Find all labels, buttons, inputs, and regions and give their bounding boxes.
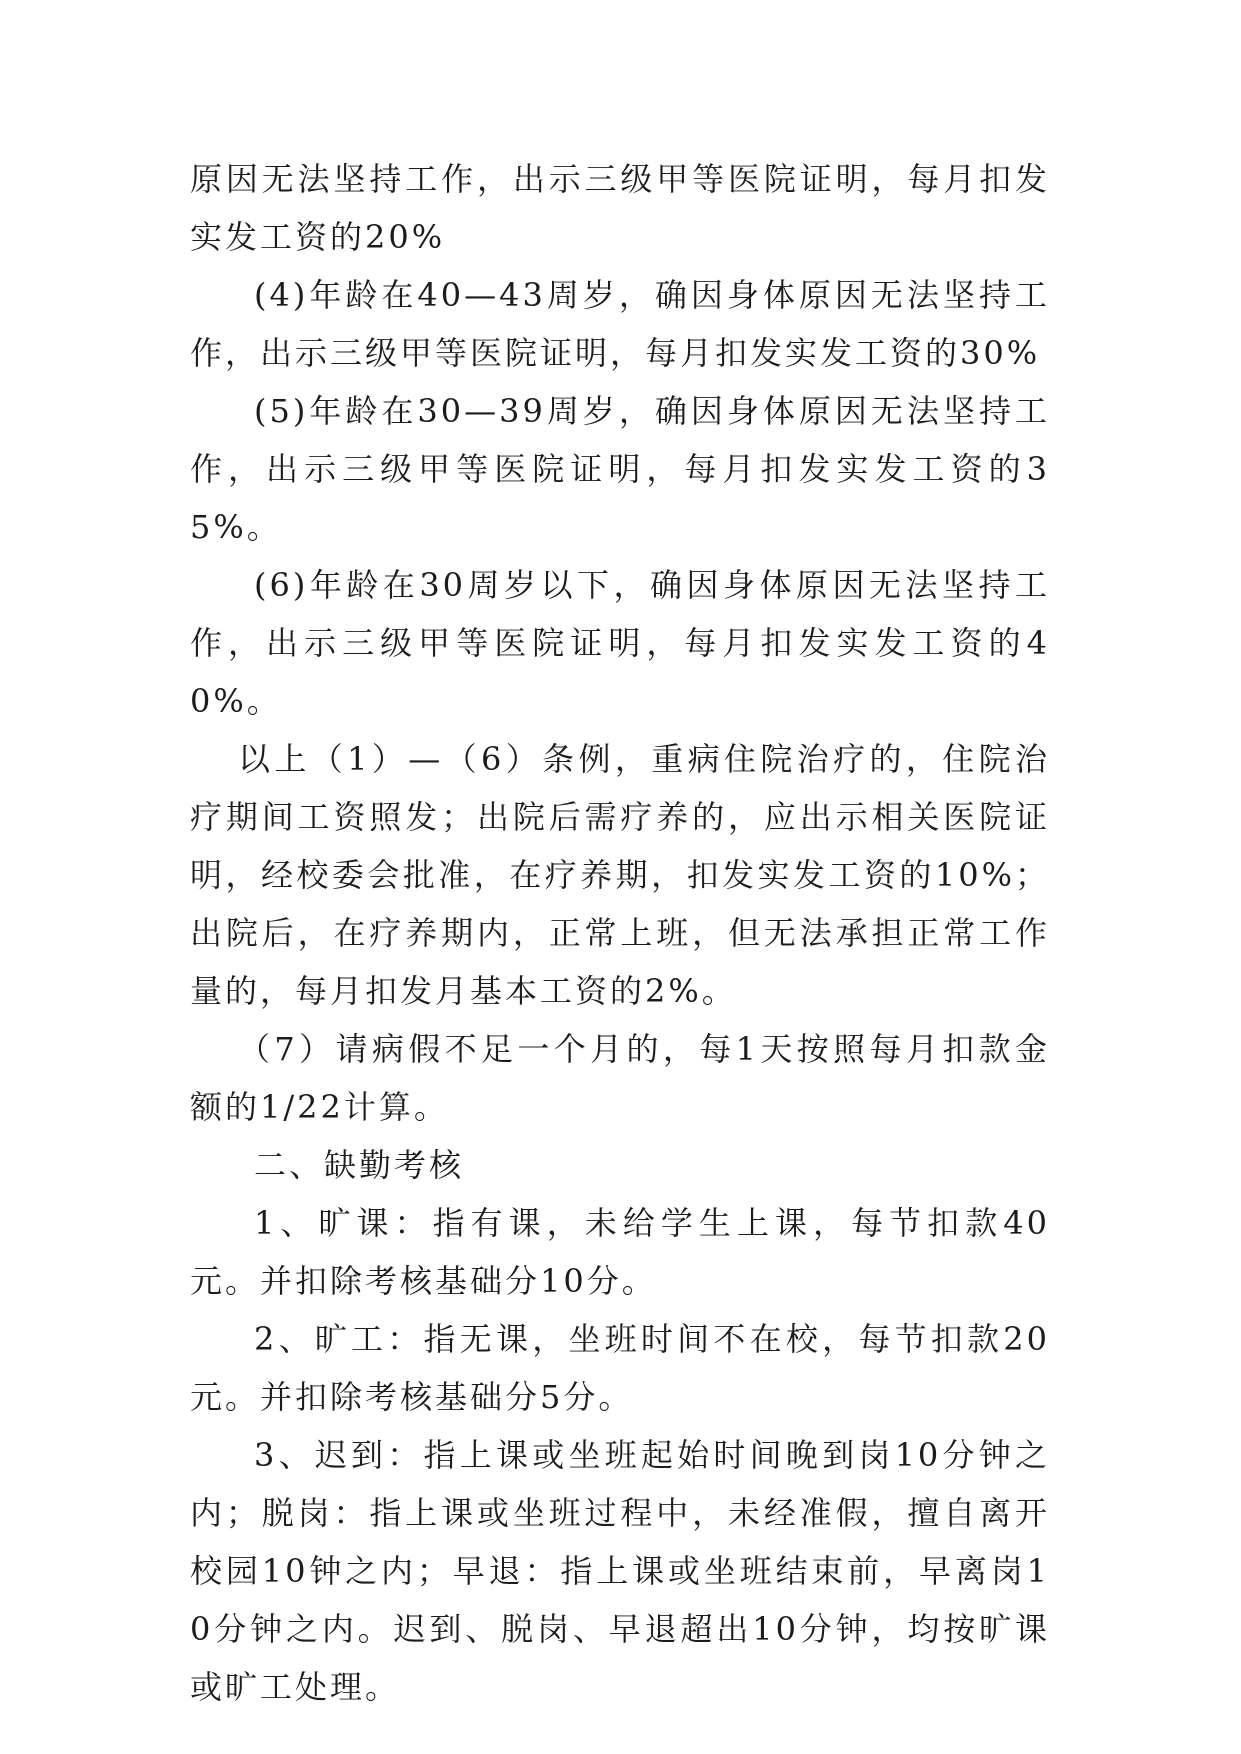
section-heading-absence: 二、缺勤考核	[254, 1146, 465, 1184]
paragraph-item-7: （7）请病假不足一个月的，每1天按照每月扣款金额的1/22计算。	[190, 1030, 1050, 1126]
paragraph-item-6: (6)年龄在30周岁以下，确因身体原因无法坚持工作，出示三级甲等医院证明，每月扣发实发工资的40%。	[190, 566, 1050, 720]
paragraph-absenteeism: 2、旷工：指无课，坐班时间不在校，每节扣款20元。并扣除考核基础分5分。	[190, 1320, 1050, 1416]
paragraph-item-5: (5)年龄在30—39周岁，确因身体原因无法坚持工作，出示三级甲等医院证明，每月扣发实发工资的35%。	[190, 392, 1050, 546]
paragraph-summary: 以上（1）—（6）条例，重病住院治疗的，住院治疗期间工资照发；出院后需疗养的，应出示相关医院证明，经校委会批准，在疗养期，扣发实发工资的10%；出院后，在疗养期内，正常上班，但无法承担正常工作量的，每月扣发月基本工资的2%。	[190, 740, 1050, 1010]
paragraph-lateness: 3、迟到：指上课或坐班起始时间晚到岗10分钟之内；脱岗：指上课或坐班过程中，未经准假，擅自离开校园10钟之内；早退：指上课或坐班结束前，早离岗10分钟之内。迟到、脱岗、早退超出10分钟，均按旷课或旷工处理。	[190, 1436, 1050, 1706]
paragraph-continuation: 原因无法坚持工作，出示三级甲等医院证明，每月扣发实发工资的20%	[190, 160, 1050, 256]
paragraph-item-4: (4)年龄在40—43周岁，确因身体原因无法坚持工作，出示三级甲等医院证明，每月扣发实发工资的30%	[190, 276, 1050, 372]
paragraph-truancy: 1、旷课：指有课，未给学生上课，每节扣款40元。并扣除考核基础分10分。	[190, 1204, 1050, 1300]
document-body	[190, 150, 1050, 1716]
